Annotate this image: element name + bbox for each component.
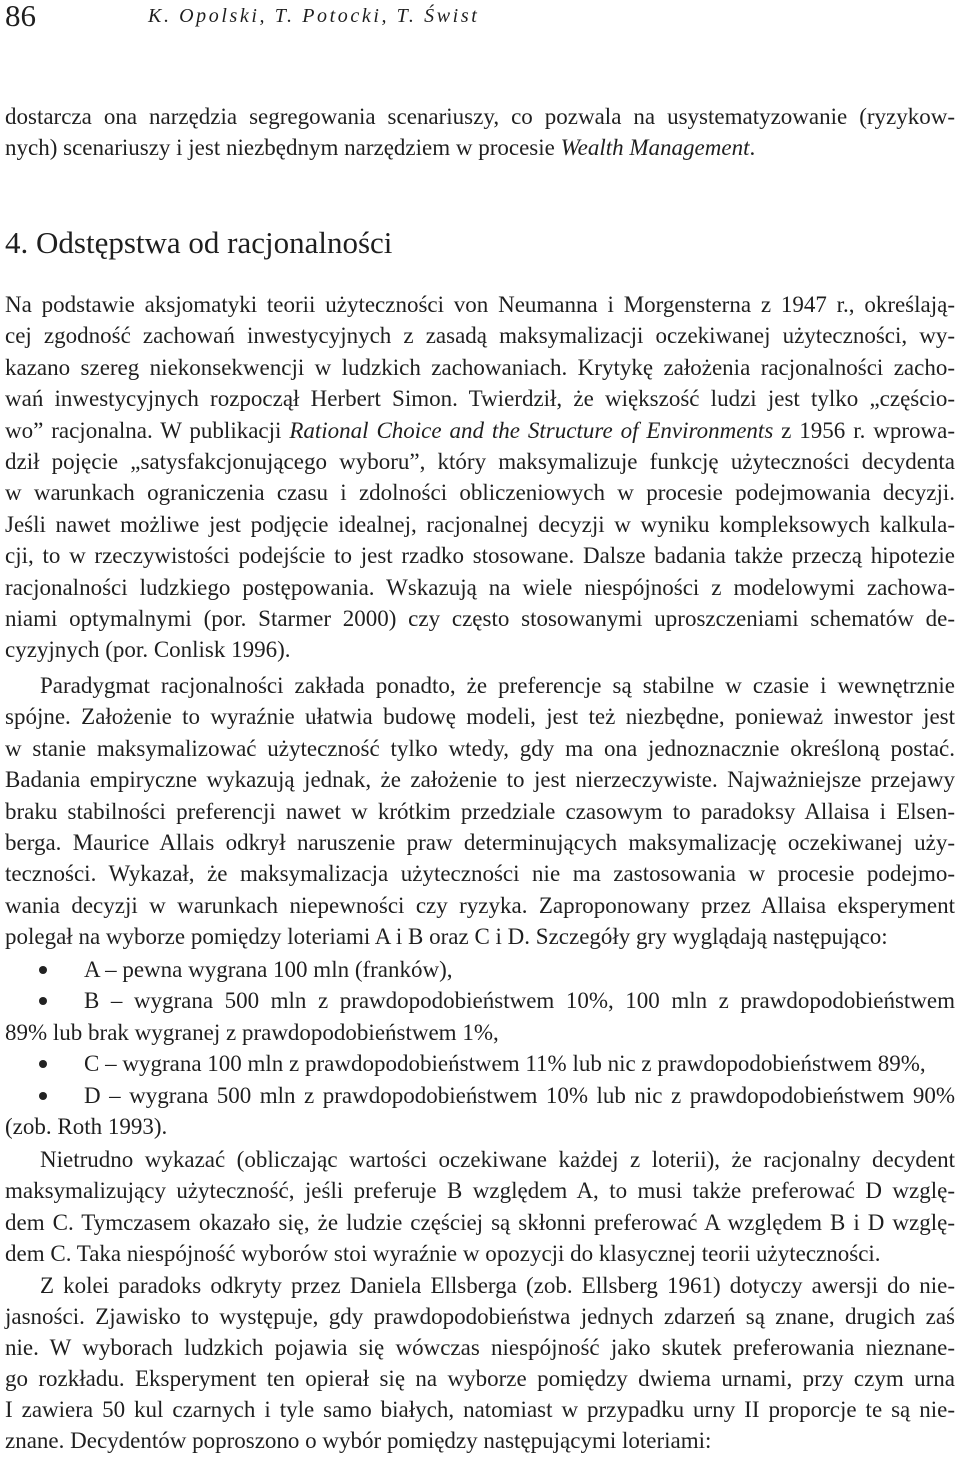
text-line: Paradygmat racjonalności zakłada ponadto, że preferencje są stabilne w czasie i wewnętrznie — [40, 673, 955, 698]
text-line: kazano szereg niekonsekwencji w ludzkich zachowaniach. Krytykę założenia racjonalności zacho- — [5, 354, 955, 380]
text-line: go rozkładu. Eksperyment ten opierał się na wyborze pomiędzy dwiema urnami, przy czym urna — [5, 1366, 955, 1391]
list-item-text: B – wygrana 500 mln z prawdopodobieństwem 10%, 100 mln z prawdopodobieństwem — [84, 988, 955, 1014]
text-line: dem C. Taka niespójność wyborów stoi wyraźnie w opozycji do klasycznej teorii użyteczności. — [5, 1241, 881, 1267]
text-line: niami optymalnymi (por. Starmer 2000) czy często stosowanymi uproszczeniami schematów de- — [5, 605, 955, 631]
section-heading: 4. Odstępstwa od racjonalności — [5, 225, 393, 260]
list-item-continuation: 89% lub brak wygranej z prawdopodobieństwem 1%, — [5, 1019, 499, 1045]
text-line: teczności. Wykazał, że maksymalizacja użyteczności nie ma zastosowania w procesie podejmo- — [5, 861, 955, 887]
text-line: nie. W wyborach ludzkich pojawia się wówczas niespójność jako skutek preferowania nieznane- — [5, 1335, 955, 1360]
list-item-text: A – pewna wygrana 100 mln (franków), — [84, 957, 453, 982]
text-line: racjonalności ludzkiego postępowania. Wskazują na wiele niespójności z modelowymi zachowa- — [5, 574, 955, 600]
bullet-icon — [39, 966, 47, 974]
list-item — [5, 1048, 955, 1079]
page-number: 86 — [5, 0, 36, 33]
paragraph — [5, 101, 955, 164]
text-line: dem C. Tymczasem okazało się, że ludzie częściej są skłonni preferować A względem B i D wzglę- — [5, 1209, 955, 1235]
list-item-continuation: (zob. Roth 1993). — [5, 1113, 168, 1139]
text-line: jasności. Zjawisko to występuje, gdy prawdopodobieństwa jednych zdarzeń są znane, drugich zaś — [5, 1304, 955, 1329]
list-item — [5, 1080, 955, 1111]
text-line: I zawiera 50 kul czarnych i tyle samo białych, natomiast w przypadku urny II proporcje te są nie- — [5, 1397, 955, 1422]
paragraph — [5, 289, 955, 666]
text-line: Jeśli nawet możliwe jest podjęcie idealnej, racjonalnej decyzji w wyniku kompleksowych kalkula- — [5, 511, 955, 537]
text-line: berga. Maurice Allais odkrył naruszenie praw determinujących maksymalizację oczekiwanej uży- — [5, 829, 955, 855]
text-line: Nietrudno wykazać (obliczając wartości oczekiwane każdej z loterii), że racjonalny decydent — [40, 1147, 955, 1172]
list-item — [5, 954, 955, 985]
text-line — [5, 415, 955, 446]
running-title: K. Opolski, T. Potocki, T. Świst — [148, 5, 480, 27]
paragraph — [5, 670, 955, 953]
text-line: dził pojęcie „satysfakcjonującego wyboru”, który maksymalizuje funkcję użyteczności decydenta — [5, 448, 955, 474]
text-line: Z kolei paradoks odkryty przez Daniela Ellsberga (zob. Ellsberg 1961) dotyczy awersji do nie- — [40, 1273, 955, 1298]
text-line: braku stabilności preferencji nawet w krótkim przedziale czasowym to paradoksy Allaisa i Elsen- — [5, 798, 955, 824]
text-line: cyzyjnych (por. Conlisk 1996). — [5, 637, 291, 663]
text-segment: wo” racjonalna. W publikacji — [5, 417, 290, 443]
text-line: polegał na wyborze pomiędzy loteriami A i B oraz C i D. Szczegóły gry wyglądają następująco: — [5, 924, 888, 950]
text-line: Na podstawie aksjomatyki teorii użyteczności von Neumanna i Morgensterna z 1947 r., określają- — [5, 292, 955, 317]
text-line: cej zgodność zachowań inwestycyjnych z zasadą maksymalizacji oczekiwanej użyteczności, wy- — [5, 323, 955, 349]
bullet-icon — [39, 1060, 47, 1068]
bullet-icon — [39, 1092, 47, 1100]
text-line: wań inwestycyjnych rozpoczął Herbert Simon. Twierdził, że większość ludzi jest tylko „częścio- — [5, 386, 955, 412]
italic-title: Rational Choice and the Structure of Environments — [289, 417, 774, 443]
text-line: w stanie maksymalizować użyteczność tylko wtedy, gdy ma ona jednoznacznie określoną postać. — [5, 735, 955, 761]
paragraph — [5, 1270, 955, 1456]
paragraph — [5, 1144, 955, 1270]
text-segment: . — [749, 135, 756, 161]
text-line: spójne. Założenie to wyraźnie ułatwia budowę modeli, jest też niezbędne, ponieważ inwestor jest — [5, 704, 955, 730]
list-item-text: C – wygrana 100 mln z prawdopodobieństwem 11% lub nic z prawdopodobieństwem 89%, — [84, 1051, 926, 1077]
text-segment: z 1956 r. wprowa- — [773, 417, 955, 443]
text-line: cji, to w rzeczywistości podejście to jest rzadko stosowane. Dalsze badania także przeczą hipotezie — [5, 543, 955, 569]
bullet-icon — [39, 997, 47, 1005]
list-item-text: D – wygrana 500 mln z prawdopodobieństwem 10% lub nic z prawdopodobieństwem 90% — [84, 1082, 955, 1108]
text-line: maksymalizujący użyteczność, jeśli preferuje B względem A, to musi także preferować D wzglę- — [5, 1178, 955, 1204]
text-line: Badania empiryczne wykazują jednak, że założenie to jest nierzeczywiste. Najważniejsze przejawy — [5, 767, 955, 793]
text-line: dostarcza ona narzędzia segregowania scenariuszy, co pozwala na usystematyzowanie (ryzykow- — [5, 104, 955, 129]
lottery-list — [5, 954, 955, 1142]
text-line: znane. Decydentów poproszono o wybór pomiędzy następującymi loteriami: — [5, 1428, 712, 1453]
text-segment: nych) scenariuszy i jest niezbędnym narzędziem w procesie — [5, 135, 561, 161]
running-header — [0, 0, 960, 32]
text-line — [5, 132, 955, 163]
text-line: w warunkach ograniczenia czasu i zdolności obliczeniowych w procesie podejmowania decyzji. — [5, 480, 955, 506]
list-item — [5, 985, 955, 1016]
italic-term: Wealth Management — [560, 135, 750, 161]
text-line: wania decyzji w warunkach niepewności czy ryzyka. Zaproponowany przez Allaisa eksperyment — [5, 892, 955, 918]
